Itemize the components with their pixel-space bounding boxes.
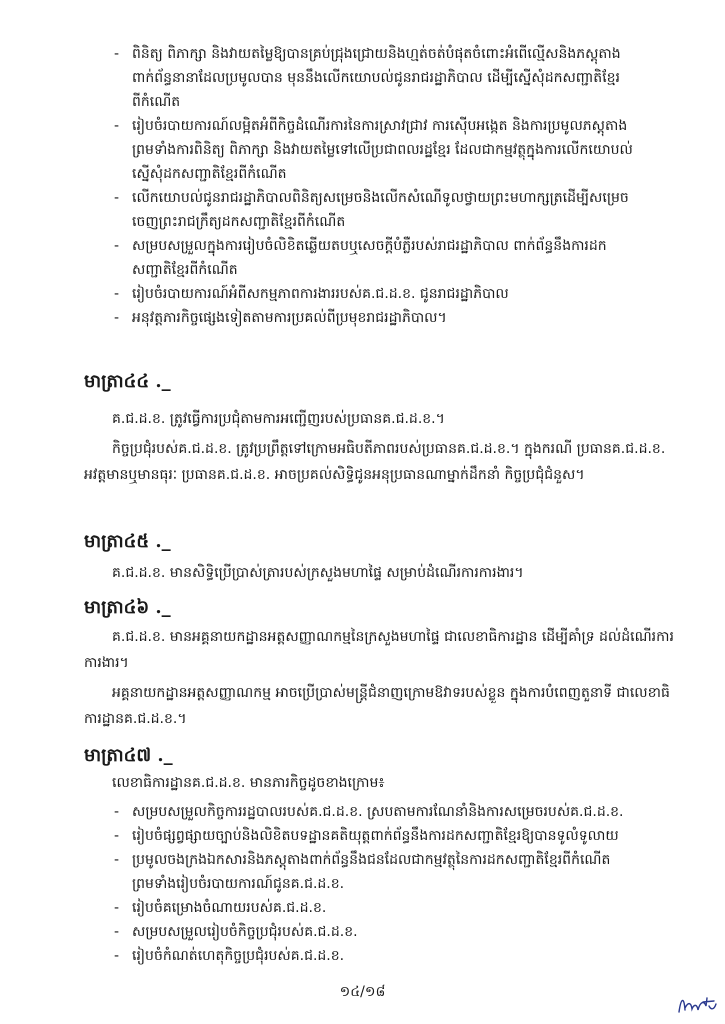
list-item: - អនុវត្តភារកិច្ចផ្សេងទៀតតាមការប្រគល់ពីប្រមុខរាជរដ្ឋាភិបាល។	[0, 306, 725, 330]
article-46-paragraph-1: គ.ជ.ដ.ខ. មានអគ្គនាយកដ្ឋានអត្តសញ្ញាណកម្មនៃក្រសួងមហាផ្ទៃ ជាលេខាធិការដ្ឋាន ដើម្បីគាំទ្រ ដល់ដំណើរការការងារ។	[84, 629, 674, 671]
article-45-paragraph-1: គ.ជ.ដ.ខ. មានសិទ្ធិប្រើប្រាស់ត្រារបស់ក្រសួងមហាផ្ទៃ សម្រាប់ដំណើរការការងារ។	[112, 565, 524, 581]
page-number: ១៤/១៨	[339, 984, 386, 1000]
list-item: - ពិនិត្យ ពិភាក្សា និងវាយតម្លៃឱ្យបានគ្រប់ជ្រុងជ្រោយនិងហ្មត់ចត់បំផុតចំពោះអំពើល្មើសនិងភស្តុតាង ពាក់ព័ន្ធនានាដែលប្រមូលបាន មុននឹងលើកយោបល់ជូនរាជរដ្ឋាភិបាល ដើម្បីស្នើសុំដកសញ្ជាតិខ្មែរ ពីកំណើត	[0, 42, 725, 114]
article-47-intro: លេខាធិការដ្ឋានគ.ជ.ដ.ខ. មានភារកិច្ចដូចខាងក្រោម៖	[112, 775, 385, 791]
article-44-paragraph-1: គ.ជ.ដ.ខ. ត្រូវធ្វើការប្រជុំតាមការអញ្ជើញរបស់ប្រធានគ.ជ.ដ.ខ.។	[112, 411, 445, 427]
list-item: - រៀបចំកំណត់ហេតុកិច្ចប្រជុំរបស់គ.ជ.ដ.ខ.	[0, 944, 725, 968]
list-item: - សម្របសម្រួលក្នុងការរៀបចំលិខិតឆ្លើយតបឬសេចក្តីបំភ្លឺរបស់រាជរដ្ឋាភិបាល ពាក់ព័ន្ធនឹងការដក សញ្ជាតិខ្មែរពីកំណើត	[0, 234, 725, 282]
article-47-heading: មាត្រា៤៧ ._	[84, 745, 173, 766]
article-44-paragraph-2: កិច្ចប្រជុំរបស់គ.ជ.ដ.ខ. ត្រូវប្រព្រឹត្តទៅក្រោមអធិបតីភាពរបស់ប្រធានគ.ជ.ដ.ខ.។ ក្នុងករណី ប្រធានគ.ជ.ដ.ខ. អវត្តមានឬមានធុរៈ ប្រធានគ.ជ.ដ.ខ. អាចប្រគល់សិទ្ធិជូនអនុប្រធានណាម្នាក់ដឹកនាំ កិច្ចប្រជុំជំនួស។	[84, 441, 666, 483]
article-45-heading: មាត្រា៤៥ ._	[84, 531, 171, 552]
article-46-heading: មាត្រា៤៦ ._	[84, 597, 171, 618]
list-item: - សម្របសម្រួលកិច្ចការរដ្ឋបាលរបស់គ.ជ.ដ.ខ. ស្របតាមការណែនាំនិងការសម្រេចរបស់គ.ជ.ដ.ខ.	[0, 800, 725, 824]
list-item: - ប្រមូលចងក្រងឯកសារនិងភស្តុតាងពាក់ព័ន្ធនឹងជនដែលជាកម្មវត្ថុនៃការដកសញ្ជាតិខ្មែរពីកំណើត ព្រមទាំងរៀបចំរបាយការណ៍ជូនគ.ជ.ដ.ខ.	[0, 848, 725, 896]
article-44-heading: មាត្រា៤៤ ._	[84, 371, 171, 392]
list-item: - រៀបចំរបាយការណ៍លម្អិតអំពីកិច្ចដំណើរការនៃការស្រាវជ្រាវ ការស៊ើបអង្កេត និងការប្រមូលភស្តុតាង ព្រមទាំងការពិនិត្យ ពិភាក្សា និងវាយតម្លៃទៅលើប្រជាពលរដ្ឋខ្មែរ ដែលជាកម្មវត្ថុក្នុងការលើកយោបល់ ស្នើសុំដកសញ្ជាតិខ្មែរពីកំណើត	[0, 114, 725, 186]
list-item: - សម្របសម្រួលរៀបចំកិច្ចប្រជុំរបស់គ.ជ.ដ.ខ.	[0, 920, 725, 944]
handwritten-initials	[676, 992, 718, 1016]
duty-list	[0, 42, 725, 330]
list-item: - រៀបចំគម្រោងចំណាយរបស់គ.ជ.ដ.ខ.	[0, 896, 725, 920]
article-46-paragraph-2: អគ្គនាយកដ្ឋានអត្តសញ្ញាណកម្ម អាចប្រើប្រាស់មន្ត្រីជំនាញក្រោមឱវាទរបស់ខ្លួន ក្នុងការបំពេញតួនាទី ជាលេខាធិការដ្ឋានគ.ជ.ដ.ខ.។	[84, 685, 670, 727]
list-item: - រៀបចំរបាយការណ៍អំពីសកម្មភាពការងាររបស់គ.ជ.ដ.ខ. ជូនរាជរដ្ឋាភិបាល	[0, 282, 725, 306]
secretariat-duty-list	[0, 800, 725, 968]
list-item: - លើកយោបល់ជូនរាជរដ្ឋាភិបាលពិនិត្យសម្រេចនិងលើកសំណើទូលថ្វាយព្រះមហាក្សត្រដើម្បីសម្រេច ចេញព្រះរាជក្រឹត្យដកសញ្ជាតិខ្មែរពីកំណើត	[0, 186, 725, 234]
list-item: - រៀបចំផ្សព្វផ្សាយច្បាប់និងលិខិតបទដ្ឋានគតិយុត្តពាក់ព័ន្ធនឹងការដកសញ្ជាតិខ្មែរឱ្យបានទូលំទូលាយ	[0, 824, 725, 848]
